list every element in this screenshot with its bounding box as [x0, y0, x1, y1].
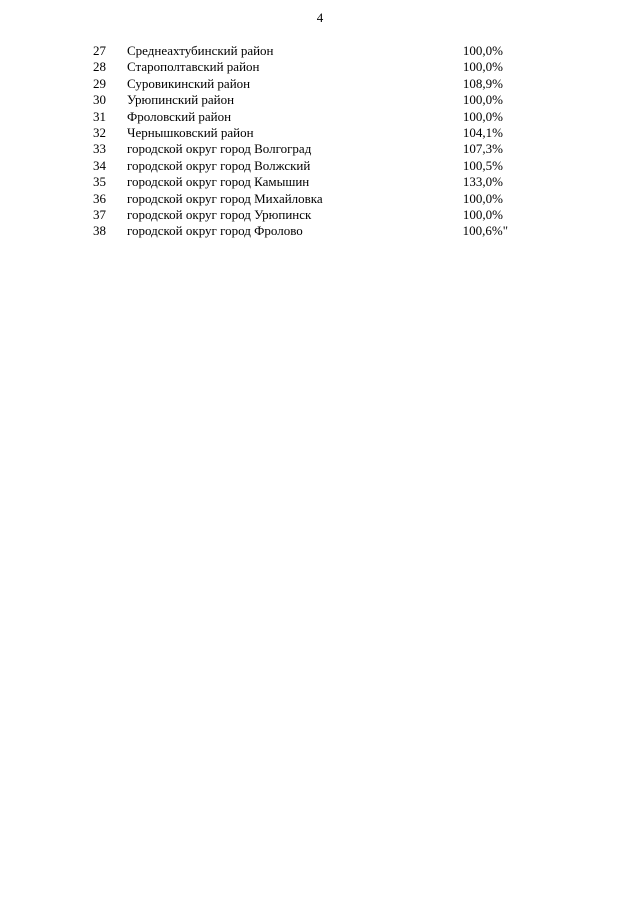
row-number: 35	[93, 174, 106, 190]
row-number: 30	[93, 92, 106, 108]
row-name: Урюпинский район	[127, 92, 235, 108]
row-value: 107,3%	[462, 141, 503, 157]
row-value: 100,0%	[462, 190, 503, 206]
table-row	[0, 109, 640, 125]
row-number: 38	[93, 223, 106, 239]
row-number: 34	[93, 157, 106, 173]
row-name: городской округ город Волгоград	[127, 141, 312, 157]
row-value: 100,5%	[462, 157, 503, 173]
table-row	[0, 207, 640, 223]
row-value: 104,1%	[462, 124, 503, 140]
row-name: городской округ город Фролово	[127, 223, 303, 239]
row-name: Чернышковский район	[127, 124, 254, 140]
table-row	[0, 141, 640, 157]
row-value: 100,0%	[462, 108, 503, 124]
row-number: 33	[93, 141, 106, 157]
row-number: 29	[93, 75, 106, 91]
row-name: городской округ город Михайловка	[127, 190, 323, 206]
row-number: 36	[93, 190, 106, 206]
row-number: 27	[93, 43, 106, 58]
row-name: городской округ город Камышин	[127, 174, 310, 190]
table-row	[0, 174, 640, 190]
table-row	[0, 92, 640, 108]
row-number: 32	[93, 124, 106, 140]
table-row	[0, 223, 640, 239]
table-row	[0, 125, 640, 141]
table-row	[0, 59, 640, 75]
row-value: 100,0%	[462, 92, 503, 108]
row-name: Старополтавский район	[127, 59, 260, 75]
table-row	[0, 158, 640, 174]
page-number: 4	[316, 10, 324, 25]
row-value: 100,0%	[462, 206, 503, 222]
row-number: 31	[93, 108, 106, 124]
row-number: 37	[93, 206, 106, 222]
row-name: Фроловский район	[127, 108, 232, 124]
row-value: 100,0%	[462, 43, 503, 58]
table-row	[0, 76, 640, 92]
row-name: Среднеахтубинский район	[127, 43, 274, 58]
row-name: городской округ город Урюпинск	[127, 206, 312, 222]
district-table	[0, 43, 640, 240]
row-value: 100,6%"	[462, 223, 508, 239]
row-name: городской округ город Волжский	[127, 157, 311, 173]
row-number: 28	[93, 59, 106, 75]
row-name: Суровикинский район	[127, 75, 251, 91]
table-row	[0, 43, 640, 59]
row-value: 108,9%	[462, 75, 503, 91]
table-row	[0, 191, 640, 207]
row-value: 133,0%	[462, 174, 503, 190]
row-value: 100,0%	[462, 59, 503, 75]
